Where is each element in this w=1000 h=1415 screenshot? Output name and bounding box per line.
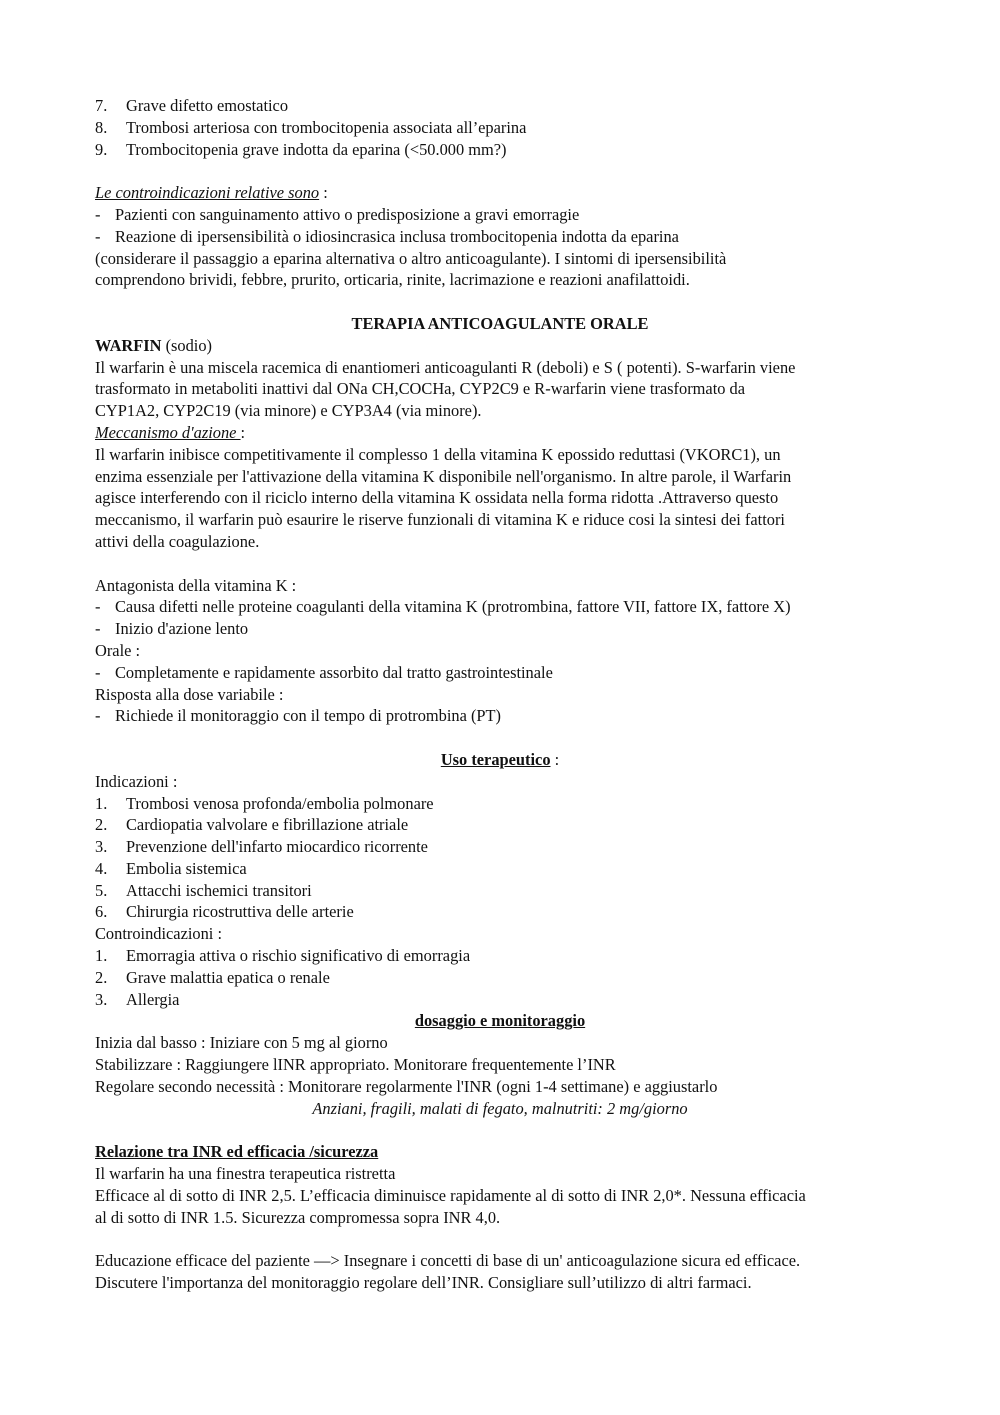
contraindications-list [95, 945, 905, 1010]
list-item: 2. Cardiopatia valvolare e fibrillazione atriale [95, 815, 409, 835]
absolute-contraindications-list [95, 95, 905, 160]
list-item: 1. Trombosi venosa profonda/embolia polmonare [95, 793, 434, 813]
list-item: 1. Emorragia attiva o rischio significativo di emorragia [95, 946, 471, 966]
list-item: 4. Embolia sistemica [95, 858, 247, 878]
paragraph-line: Il warfarin è una miscela racemica di enantiomeri anticoagulanti R (deboli) e S ( potenti). S-warfarin viene [95, 357, 796, 377]
paragraph-line: al di sotto di INR 1.5. Sicurezza compromessa sopra INR 4,0. [95, 1207, 501, 1227]
list-item: 8. Trombosi arteriosa con trombocitopenia associata all’eparina [95, 117, 527, 137]
mechanism-heading: Meccanismo d'azione : [95, 422, 246, 442]
list-item: - Pazienti con sanguinamento attivo o predisposizione a gravi emorragie [95, 204, 580, 224]
list-item: - Reazione di ipersensibilità o idiosincrasica inclusa trombocitopenia indotta da eparina [95, 226, 679, 246]
list-item: 3. Allergia [95, 989, 180, 1009]
inr-heading: Relazione tra INR ed efficacia /sicurezza [95, 1142, 379, 1162]
paragraph-line: Il warfarin inibisce competitivamente il complesso 1 della vitamina K epossido reduttasi (VKORC1), un [95, 444, 781, 464]
indications-list [95, 793, 905, 924]
paragraph-line: CYP1A2, CYP2C19 (via minore) e CYP3A4 (via minore). [95, 401, 482, 421]
paragraph-line: comprendono brividi, febbre, prurito, orticaria, rinite, lacrimazione e reazioni anafilattoidi. [95, 270, 690, 290]
dosage-heading: dosaggio e monitoraggio [414, 1011, 586, 1031]
list-item: - Causa difetti nelle proteine coagulanti della vitamina K (protrombina, fattore VII, fattore IX, fattore X) [95, 597, 791, 617]
therapeutic-heading: Uso terapeutico : [440, 749, 560, 769]
paragraph-line: trasformato in metaboliti inattivi dal ONa CH,COCHa, CYP2C9 e R-warfarin viene trasformato da [95, 379, 746, 399]
oral-label: Orale : [95, 640, 141, 660]
list-item: 2. Grave malattia epatica o renale [95, 967, 330, 987]
contraindications-label: Controindicazioni : [95, 924, 223, 944]
list-item: 6. Chirurgia ricostruttiva delle arterie [95, 902, 354, 922]
list-item: 9. Trombocitopenia grave indotta da eparina (<50.000 mm?) [95, 139, 507, 159]
list-item: 7. Grave difetto emostatico [95, 96, 289, 115]
paragraph-line: (considerare il passaggio a eparina alternativa o altro anticoagulante). I sintomi di ipersensibilità [95, 248, 727, 268]
paragraph-line: Inizia dal basso : Iniziare con 5 mg al giorno [95, 1033, 388, 1053]
paragraph-line: Efficace al di sotto di INR 2,5. L’efficacia diminuisce rapidamente al di sotto di INR 2,0*. Nessuna efficacia [95, 1185, 806, 1205]
dosage-note: Anziani, fragili, malati di fegato, malnutriti: 2 mg/giorno [312, 1098, 688, 1118]
list-item: - Richiede il monitoraggio con il tempo di protrombina (PT) [95, 706, 502, 726]
drug-heading: WARFIN (sodio) [95, 335, 213, 355]
paragraph-line: agisce interferendo con il riciclo interno della vitamina K ossidata nella forma ridotta .Attraverso questo [95, 488, 779, 508]
indications-label: Indicazioni : [95, 771, 178, 791]
paragraph-line: meccanismo, il warfarin può esaurire le riserve funzionali di vitamina K e riduce cosi la sintesi dei fattori [95, 510, 785, 530]
antagonist-label: Antagonista della vitamina K : [95, 575, 297, 595]
list-item: 5. Attacchi ischemici transitori [95, 880, 312, 900]
list-item: - Completamente e rapidamente assorbito dal tratto gastrointestinale [95, 662, 553, 682]
paragraph-line: Educazione efficace del paziente —> Insegnare i concetti di base di un' anticoagulazione sicura ed efficace. [95, 1251, 801, 1271]
section-title: TERAPIA ANTICOAGULANTE ORALE [351, 313, 649, 333]
relative-contraindications-heading: Le controindicazioni relative sono : [95, 183, 328, 203]
paragraph-line: enzima essenziale per l'attivazione della vitamina K disponibile nell'organismo. In altre parole, il Warfarin [95, 466, 792, 486]
list-item: - Inizio d'azione lento [95, 619, 249, 639]
paragraph-line: Stabilizzare : Raggiungere lINR appropriato. Monitorare frequentemente l’INR [95, 1055, 616, 1075]
paragraph-line: attivi della coagulazione. [95, 531, 260, 551]
paragraph-line: Discutere l'importanza del monitoraggio regolare dell’INR. Consigliare sull’utilizzo di altri farmaci. [95, 1273, 752, 1293]
paragraph-line: Il warfarin ha una finestra terapeutica ristretta [95, 1164, 396, 1184]
list-item: 3. Prevenzione dell'infarto miocardico ricorrente [95, 837, 428, 857]
dose-label: Risposta alla dose variabile : [95, 684, 284, 704]
paragraph-line: Regolare secondo necessità : Monitorare regolarmente l'INR (ogni 1-4 settimane) e aggiustarlo [95, 1076, 718, 1096]
